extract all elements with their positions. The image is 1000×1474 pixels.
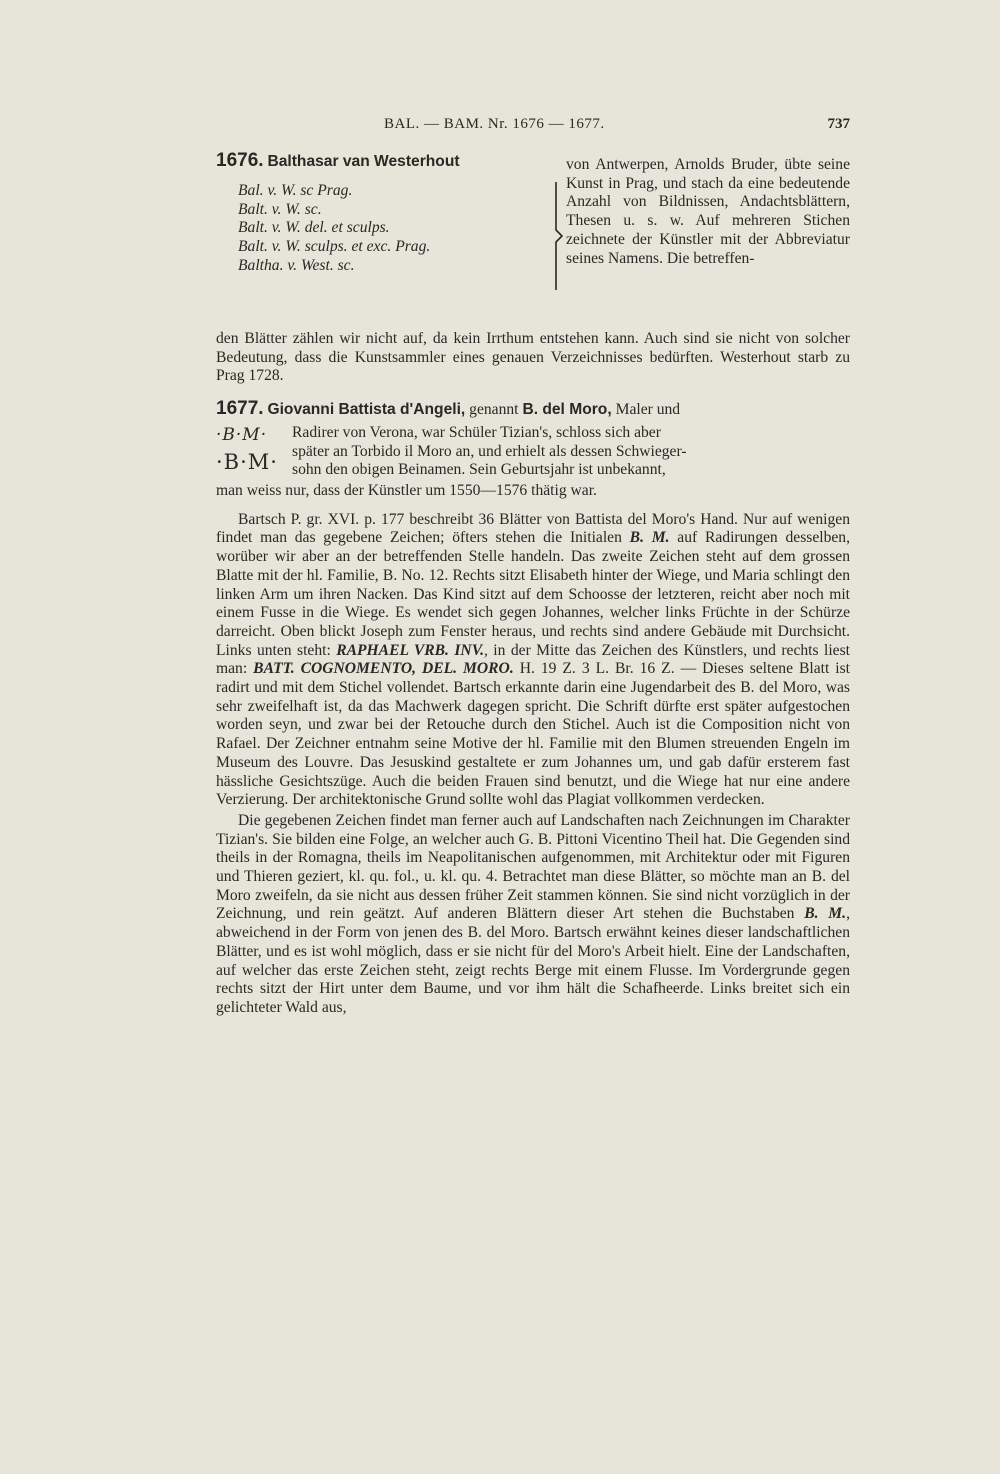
paragraph-text: , abweichend in der Form von jenen des B. del Moro. Bartsch erwähnt keines dieser landschaftlichen Blätter, und es ist wohl möglich, dass er sie nicht für del Moro's Arbeit hielt. Eine der Landschaften, auf welcher das erste Zeichen steht, zeigt rechts Berge mit einem Flusse. Im Vordergrunde gegen rechts sitzt der Hirt unter dem Baume, und vor ihm hält die Schafheerde. Links breitet sich ein gelichteter Wald aus, xyxy=(216,905,850,1016)
initials: B. M. xyxy=(629,529,670,547)
paragraph-2 xyxy=(216,812,850,1018)
monogram-mark: ·B·M· xyxy=(216,449,278,474)
abbreviation: Bal. v. W. sc Prag. xyxy=(238,182,353,199)
entry-1676 xyxy=(216,152,850,392)
paragraph-text: Bartsch P. gr. XVI. p. 177 beschreibt 36 Blätter von Battista del Moro's Hand. Nur auf wenigen findet man das gegebene Zeichen; öfters stehen die Initialen xyxy=(216,510,850,547)
monogram-mark: ·B·M· xyxy=(216,425,268,445)
paragraph-1 xyxy=(216,511,850,810)
side-line: sohn den obigen Beinamen. Sein Geburtsjahr ist unbekannt, xyxy=(292,461,666,479)
paragraph-text: auf Radirungen desselben, worüber wir aber an der betreffenden Stelle handeln. Das zweite Zeichen steht auf dem grossen Blatte mit der hl. Familie, B. No. 12. Rechts sitzt Elisabeth hinter der Wiege, und Maria schlingt den linken Arm um ihren Nacken. Das Kind sitzt auf dem Schoosse der letzteren, reicht aber noch mit einem Fusse in die Wiege. Es wendet sich gegen Johannes, welcher links Früchte in der Schürze darreicht. Oben blickt Joseph zum Fenster heraus, und rechts sind andere Gebäude mit Durchsicht. Links unten steht: xyxy=(216,529,850,659)
abbreviation-list xyxy=(238,182,558,276)
paragraph-text: H. 19 Z. 3 L. Br. 16 Z. — Dieses seltene Blatt ist radirt und mit dem Stichel vollendet. Bartsch erkannte darin eine Jugendarbeit des B. del Moro, was sehr zweifelhaft ist, da das Machwerk dagegen spricht. Die Schrift dürfte erst später aufgestochen worden seyn, und zwar bei der Retouche durch den Stichel. Auch ist die Composition nicht von Rafael. Der Zeichner entnahm seine Motive der hl. Familie mit den Blumen streuenden Engeln im Museum des Louvre. Das Jesuskind gestaltete er zum Johannes um, und gab dafür ersterem fast hässliche Gesichtszüge. Auch die beiden Frauen sind benutzt, und die Wiege hat nur eine andere Verzierung. Der architektonische Grund sollte wohl das Plagiat vollkommen verdecken. xyxy=(216,660,850,809)
side-text: von Antwerpen, Arnolds Bruder, übte seine Kunst in Prag, und stach da eine bedeutende Anzahl von Bildnissen, Andachtsblättern, Thesen u. s. w. Auf mehreren Stichen zeichnete der Künstler mit der Abbreviatur seines Namens. Die betreffen- xyxy=(566,156,850,267)
page-number: 737 xyxy=(827,116,850,132)
paragraph-text: Die gegebenen Zeichen findet man ferner auch auf Landschaften nach Zeichnungen im Charakter Tizian's. Sie bilden eine Folge, an welcher auch G. B. Pittoni Vicentino Theil hat. Die Gegenden sind theils in der Romagna, theils im Neapolitanischen aufgenommen, mit Architektur oder mit Figuren und Thieren geziert, kl. qu. fol., u. kl. qu. 4. Betrachtet man diese Blätter, so möchte man an B. del Moro zweifeln, da sie nicht aus dessen früher Zeit stammen können. Sie sind nicht vorzüglich in der Zeichnung, und rein geätzt. Auf anderen Blättern dieser Art stehen die Buchstaben xyxy=(216,811,850,923)
inscription: RAPHAEL VRB. INV. xyxy=(336,641,484,659)
inscription: BATT. COGNOMENTO, DEL. MORO. xyxy=(253,660,514,678)
artist-name: Balthasar van Westerhout xyxy=(267,153,460,170)
closing-line: man weiss nur, dass der Künstler um 1550—1576 thätig war. xyxy=(216,482,597,499)
initials: B. M. xyxy=(804,905,847,923)
brace-icon xyxy=(554,180,564,292)
running-title: BAL. — BAM. Nr. 1676 — 1677. xyxy=(384,116,605,132)
abbreviation: Balt. v. W. sc. xyxy=(238,200,322,218)
first-line-rest: Maler und xyxy=(615,401,681,418)
abbreviation: Baltha. v. West. sc. xyxy=(238,256,355,274)
monogram-block xyxy=(216,424,850,482)
paragraph-text: , in der Mitte das Zeichen des Künstlers, und rechts liest man: xyxy=(216,641,850,678)
running-header xyxy=(216,116,850,138)
abbreviation: Balt. v. W. sculps. et exc. Prag. xyxy=(238,238,431,256)
side-line: später an Torbido il Moro an, und erhielt als dessen Schwieger- xyxy=(292,442,687,460)
genannt-word: genannt xyxy=(469,401,519,418)
entry-1677 xyxy=(216,400,850,1018)
artist-alias: B. del Moro, xyxy=(522,401,612,418)
abbreviation: Balt. v. W. del. et sculps. xyxy=(238,219,390,237)
entry-number: 1676. xyxy=(216,150,264,171)
artist-name: Giovanni Battista d'Angeli, xyxy=(267,401,466,418)
side-line: Radirer von Verona, war Schüler Tizian's, schloss sich aber xyxy=(292,424,661,441)
entry-number: 1677. xyxy=(216,398,264,419)
entry-continuation: den Blätter zählen wir nicht auf, da kein Irrthum entstehen kann. Auch sind sie nicht von solcher Bedeutung, dass die Kunstsammler eines genauen Verzeichnisses bedürften. Westerhout starb zu Prag 1728. xyxy=(216,330,850,385)
